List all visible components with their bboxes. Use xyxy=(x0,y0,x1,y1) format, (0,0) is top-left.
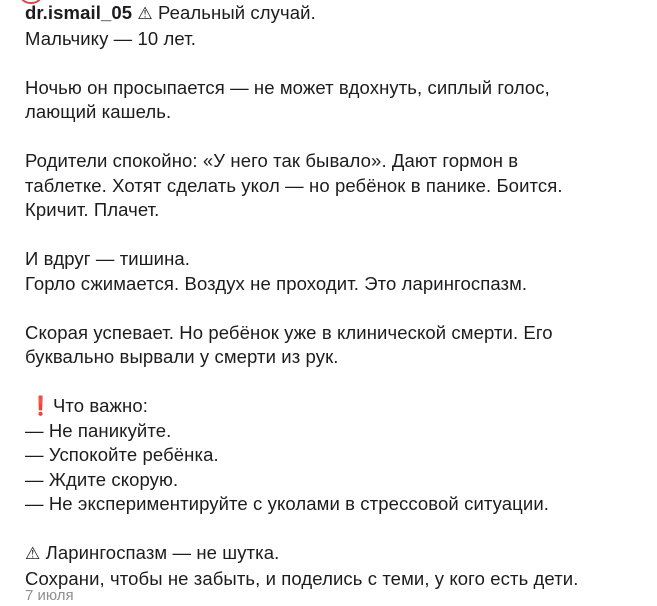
caption-line: И вдруг — тишина. xyxy=(25,248,191,269)
caption-line: Горло сжимается. Воздух не проходит. Это ларингоспазм. xyxy=(25,272,528,294)
important-label: Что важно: xyxy=(53,395,148,416)
warning-triangle-icon: ⚠ xyxy=(25,544,41,563)
caption-line: Сохрани, чтобы не забыть, и поделись с теми, у кого есть дети. xyxy=(25,567,579,589)
advice-item: — Ждите скорую. xyxy=(25,468,179,490)
red-exclamation-icon: ❗ xyxy=(29,395,53,416)
advice-item: — Не экспериментируйте с уколами в стрессовой ситуации. xyxy=(25,493,549,514)
caption-line: Мальчику — 10 лет. xyxy=(25,27,196,49)
caption-line: лающий кашель. xyxy=(25,101,172,122)
post-caption xyxy=(25,0,645,591)
important-heading xyxy=(25,394,645,419)
caption-line: Скорая успевает. Но ребёнок уже в клинической смерти. Его xyxy=(25,321,553,343)
post-date: 7 июля xyxy=(25,587,74,604)
username-link[interactable]: dr.ismail_05 xyxy=(25,2,133,23)
warning-text: Ларингоспазм — не шутка. xyxy=(45,542,280,563)
advice-item: — Успокойте ребёнка. xyxy=(25,444,219,465)
advice-item: — Не паникуйте. xyxy=(25,419,172,441)
caption-line: таблетке. Хотят сделать укол — но ребёнок в панике. Боится. xyxy=(25,174,563,196)
warning-line xyxy=(25,541,645,567)
caption-first-line xyxy=(25,1,645,27)
warning-triangle-icon: ⚠ xyxy=(137,4,153,23)
caption-intro: Реальный случай. xyxy=(157,2,316,23)
caption-line: буквально вырвали у смерти из рук. xyxy=(25,346,339,367)
caption-line: Кричит. Плачет. xyxy=(25,199,160,220)
caption-line: Родители спокойно: «У него так бывало». Дают гормон в xyxy=(25,150,519,171)
caption-line: Ночью он просыпается — не может вдохнуть, сиплый голос, xyxy=(25,76,550,98)
